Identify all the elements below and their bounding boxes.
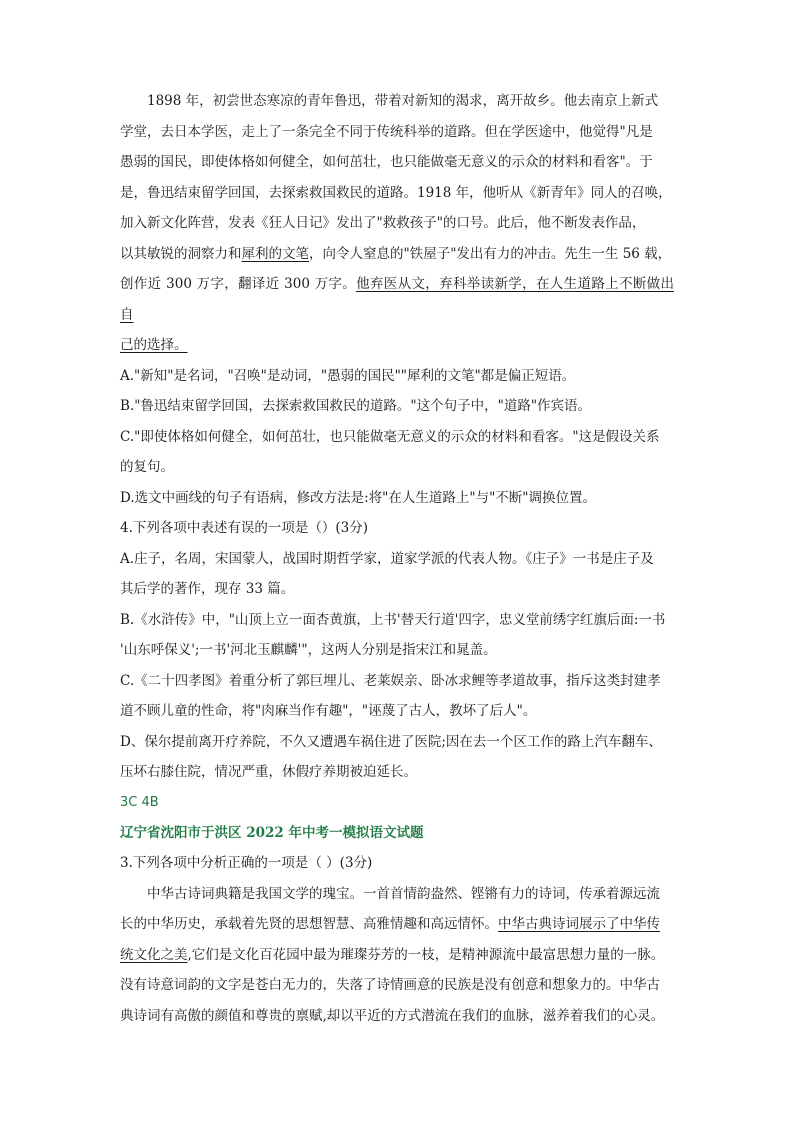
option-c: C."即使体格如何健全，如何茁壮，也只能做毫无意义的示众的材料和看客。"这是假设关系	[120, 428, 660, 445]
text-line: 是，鲁迅结束留学回国，去探索救国救民的道路。1918 年，他听从《新青年》同人的召唤，	[120, 184, 672, 201]
option-a: A.庄子，名周，宋国蒙人，战国时期哲学家，道家学派的代表人物。《庄子》一书是庄子及	[120, 550, 654, 567]
document-page	[120, 86, 674, 1031]
text-segment: 以其敏锐的洞察力和	[120, 245, 242, 262]
underlined-sentence: 中华古典诗词展示了中华传	[498, 916, 660, 932]
option-c-cont: 的复句。	[120, 459, 174, 475]
underlined-sentence: 他弃医从文，弃科举读新学，在人生道路上不断做出自	[120, 276, 675, 323]
question-title: 4.下列各项中表述有误的一项是（）(3分)	[120, 520, 369, 536]
question-4	[120, 513, 674, 788]
text-line	[120, 330, 674, 361]
text-line	[120, 239, 674, 270]
text-line: 学堂，去日本学医，走上了一条完全不同于传统科举的道路。但在学医途中，他觉得"凡是	[120, 123, 653, 140]
text-line: 加入新文化阵营，发表《狂人日记》发出了"救救孩子"的口号。此后，他不断发表作品，	[120, 215, 646, 231]
text-line: 典诗词有高傲的颜值和尊贵的禀赋,却以平近的方式潜流在我们的血脉，滋养着我们的心灵。	[120, 1007, 665, 1024]
option-a-cont: 其后学的著作，现存 33 篇。	[120, 581, 295, 597]
section-title: 辽宁省沈阳市于洪区 2022 年中考一模拟语文试题	[120, 824, 424, 841]
option-b-cont: '山东呼保义';一书'河北玉麒麟'"，这两人分别是指宋江和晁盖。	[120, 642, 497, 658]
option-c-cont: 道不顾儿童的性命，将"肉麻当作有趣"，"诬蔑了古人，教坏了后人"。	[120, 703, 537, 719]
text-segment: ，向令人窒息的"铁屋子"发出有力的冲击。先生一生 56 载，	[309, 245, 672, 262]
question-3-second	[120, 848, 674, 1031]
option-b: B.《水浒传》中，"山顶上立一面杏黄旗，上书'替天行道'四字，忠义堂前绣字红旗后面:一书	[120, 611, 666, 628]
option-d: D.选文中画线的句子有语病，修改方法是:将"在人生道路上"与"不断"调换位置。	[120, 489, 597, 506]
text-line: 1898 年，初尝世态寒凉的青年鲁迅，带着对新知的渴求，离开故乡。他去南京上新式	[147, 93, 659, 109]
answer-key: 3C 4B	[120, 794, 159, 810]
option-a: A."新知"是名词，"召唤"是动词，"愚弱的国民""犀利的文笔"都是偏正短语。	[120, 367, 576, 384]
option-c: C.《二十四孝图》着重分析了郭巨埋儿、老莱娱亲、卧冰求鲤等孝道故事，指斥这类封建孝	[120, 672, 661, 689]
text-line: 愚弱的国民，即使体格如何健全，如何茁壮，也只能做毫无意义的示众的材料和看客"。于	[120, 154, 653, 170]
underlined-phrase: 犀利的文笔	[241, 245, 309, 262]
passage-lu-xun	[120, 86, 674, 361]
text-line	[120, 269, 674, 330]
text-line: 中华古诗词典籍是我国文学的瑰宝。一首首情韵盎然、铿锵有力的诗词，传承着源远流	[147, 885, 660, 902]
question-3-options	[120, 361, 674, 514]
text-segment: 长的中华历史，承载着先贤的思想智慧、高雅情趣和高远情怀。	[120, 916, 498, 932]
question-title: 3.下列各项中分析正确的一项是（ ）(3分)	[120, 855, 373, 871]
text-segment: 创作近 300 万字，翻译近 300 万字。	[120, 276, 357, 292]
underlined-sentence: 己的选择。	[120, 337, 188, 353]
text-segment: ,它们是文化百花园中最为璀璨芬芳的一枝，是精神源流中最富思想力量的一脉。	[187, 946, 665, 963]
text-line	[120, 909, 674, 940]
option-d: D、保尔提前离开疗养院，不久又遭遇车祸住进了医院;因在去一个区工作的路上汽车翻车、	[120, 733, 662, 750]
option-d-cont: 压坏右膝住院，情况严重，休假疗养期被迫延长。	[120, 764, 417, 780]
text-line	[120, 940, 674, 971]
option-b: B."鲁迅结束留学回国，去探索救国救民的道路。"这个句子中，"道路"作宾语。	[120, 398, 592, 414]
text-line: 没有诗意词韵的文字是苍白无力的，失落了诗情画意的民族是没有创意和想象力的。中华古	[120, 977, 660, 993]
underlined-sentence: 统文化之美	[120, 946, 188, 963]
